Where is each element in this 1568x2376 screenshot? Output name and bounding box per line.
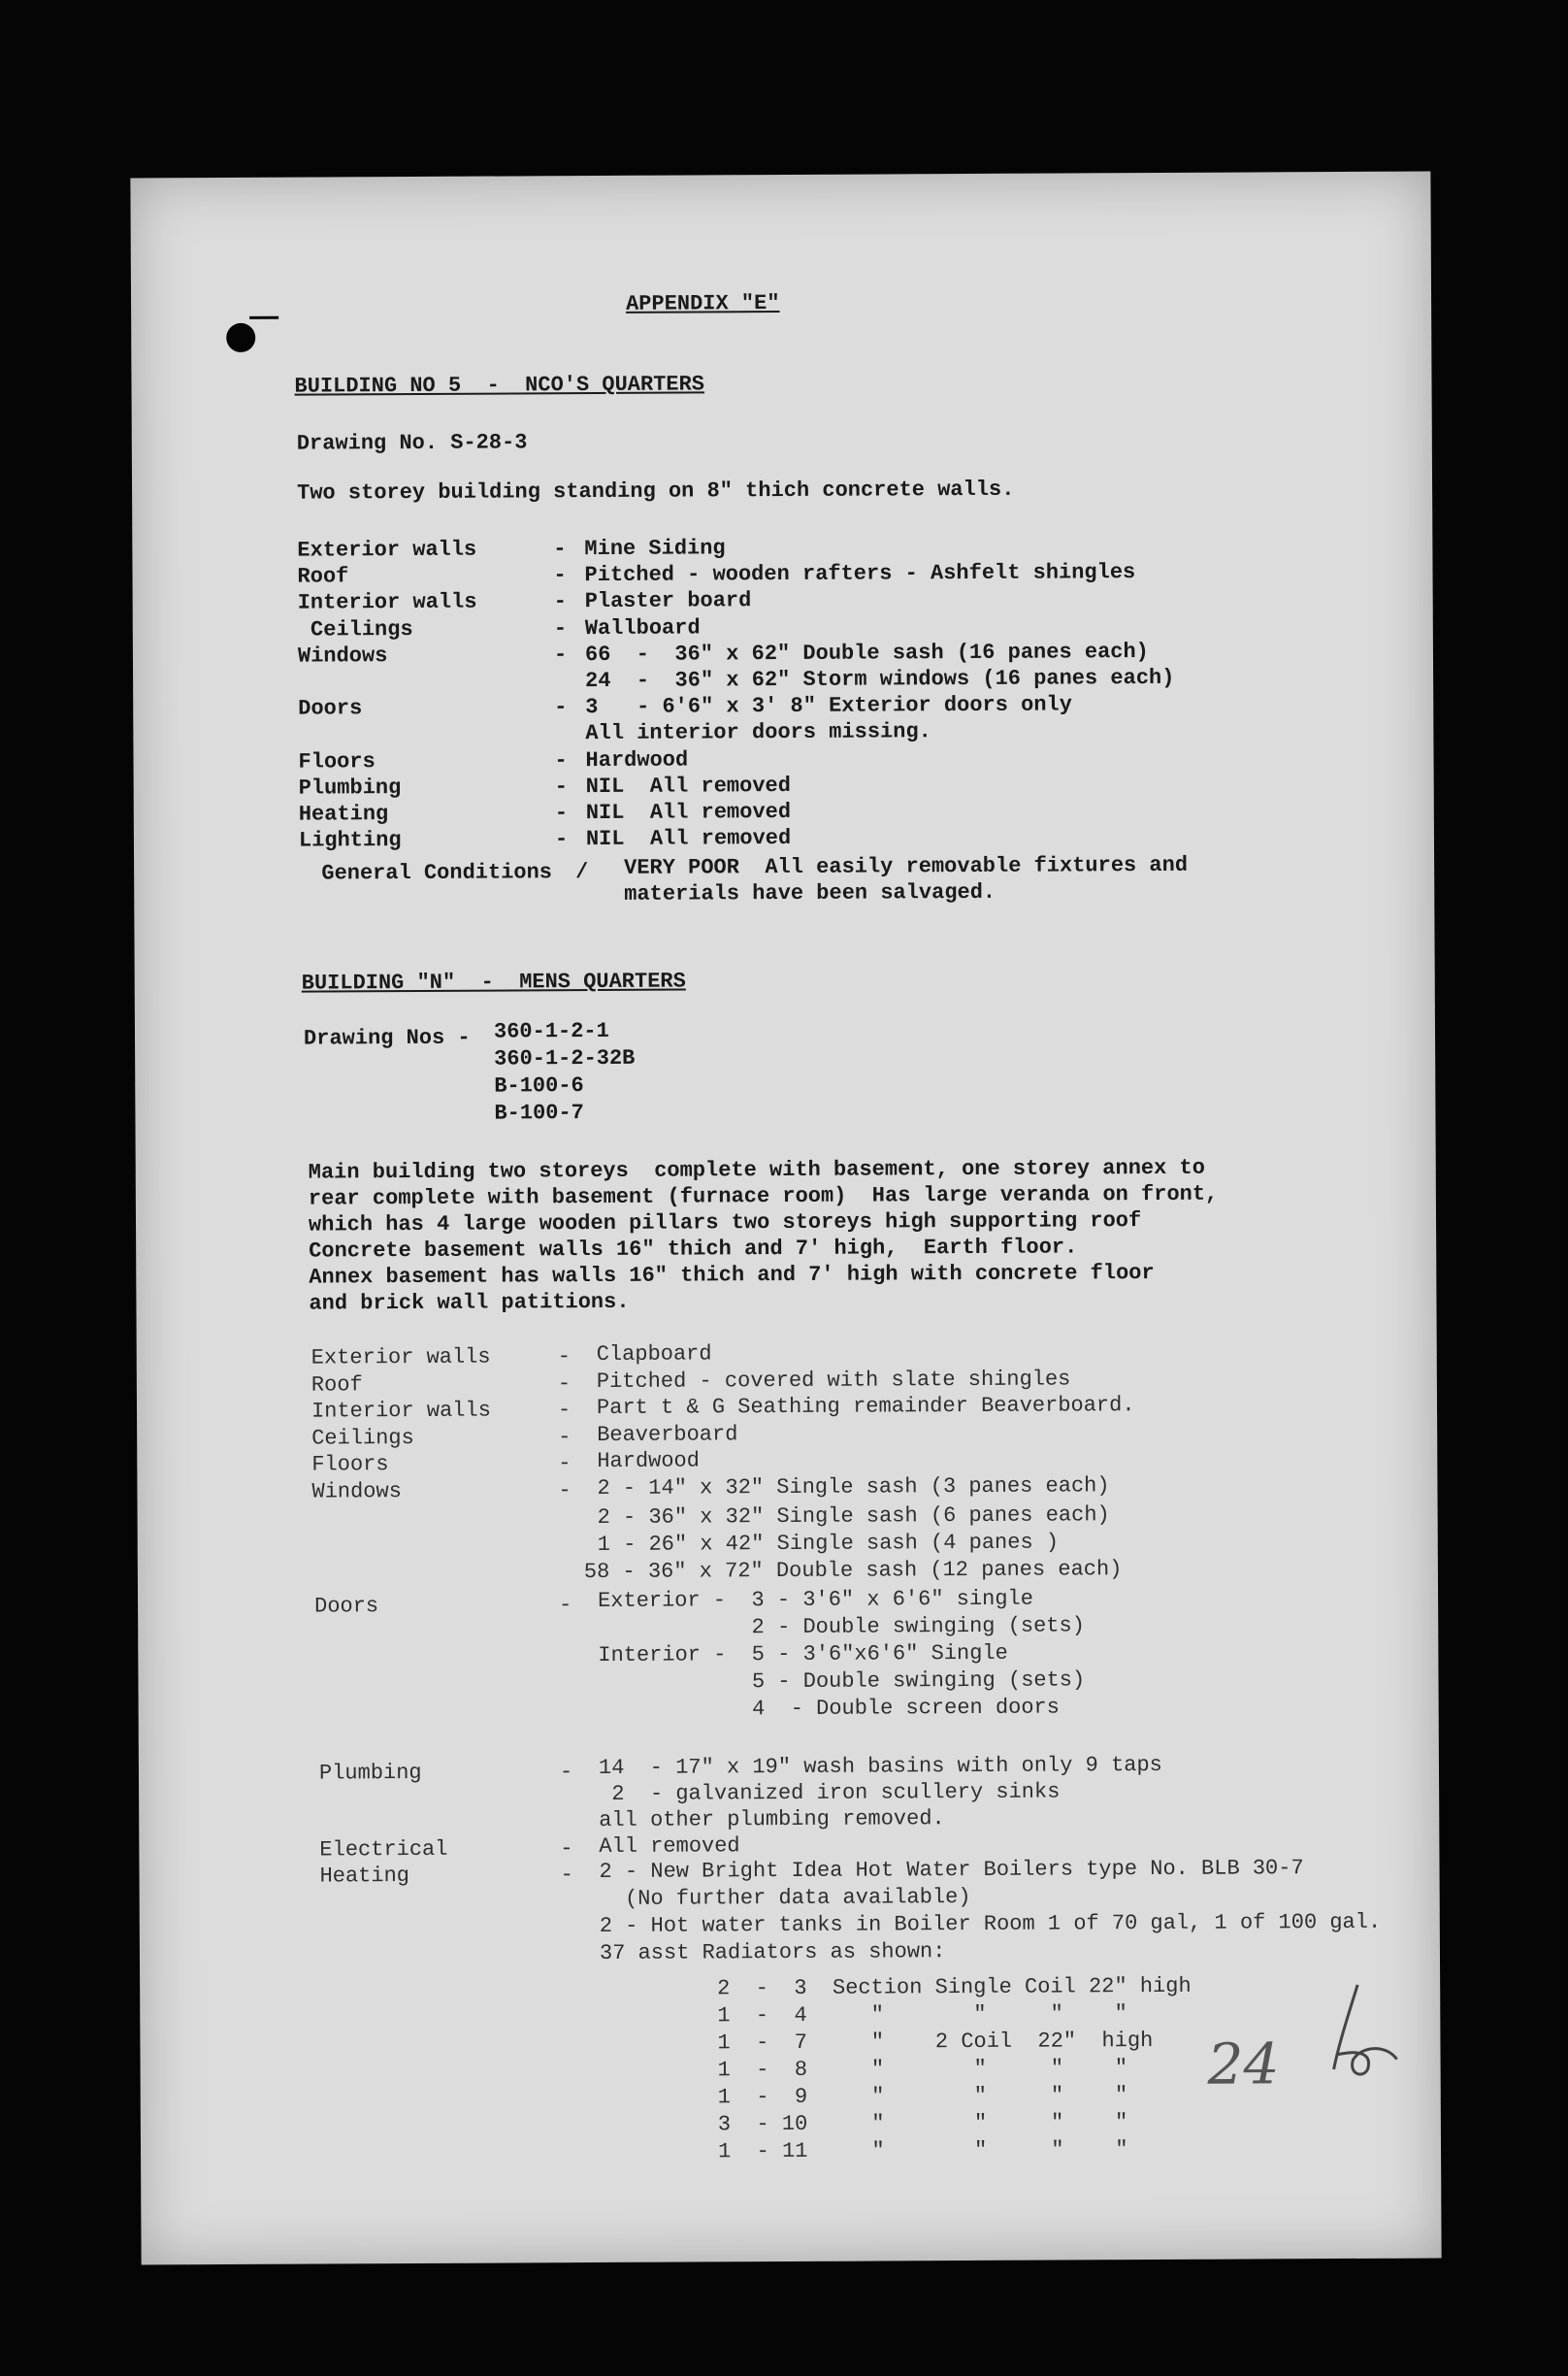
spec-sep: - [554,827,569,852]
spec-value: Beaverboard [597,1421,738,1447]
building5-heading: BUILDING NO 5 - NCO'S QUARTERS [294,372,705,399]
plumbing-line: all other plumbing removed. [599,1806,945,1833]
description-line: and brick wall patitions. [309,1289,630,1316]
building5-general-value-1: VERY POOR All easily removable fixtures and [624,852,1189,880]
building5-drawing: Drawing No. S-28-3 [296,430,528,456]
spec-label: Exterior walls [310,1344,491,1370]
spec-label: Exterior walls [297,537,477,563]
spec-value: Part t & G Seathing remainder Beaverboard. [596,1393,1135,1421]
spec-label: Floors [311,1452,389,1477]
spec-label: Doors [298,696,363,721]
door-line: 4 - Double screen doors [598,1695,1060,1723]
spec-sep: - [557,1398,572,1423]
spec-sep: - [554,695,568,720]
radiator-row: 1 - 9 " " " " [717,2083,1128,2110]
punch-hole [226,323,255,352]
heating-line: (No further data available) [599,1885,971,1912]
doors-label: Doors [314,1594,379,1619]
buildingN-heading: BUILDING "N" - MENS QUARTERS [301,969,686,996]
spec-label: Floors [298,748,376,775]
heating-line: 2 - New Bright Idea Hot Water Boilers type No. BLB 30-7 [599,1856,1304,1885]
spec-value: NIL All removed [585,799,792,826]
spec-value: 3 - 6'6" x 3' 8" Exterior doors only [585,692,1072,720]
spec-value: Pitched - covered with slate shingles [596,1366,1071,1394]
building5-description: Two storey building standing on 8" thich concrete walls. [297,477,1015,506]
electrical-label: Electrical [319,1836,448,1863]
plumbing-line: 14 - 17" x 19" wash basins with only 9 taps [598,1752,1162,1781]
spec-value: Plaster board [584,588,752,614]
spec-sep: - [558,1424,572,1449]
spec-value: Clapboard [596,1341,712,1368]
drawing-number: B-100-6 [494,1073,584,1099]
spec-sep: - [554,747,568,773]
radiator-row: 1 - 8 " " " " [717,2056,1128,2083]
document-page [130,172,1441,2265]
description-line: Main building two storeys complete with basement, one storey annex to [308,1155,1205,1185]
spec-label: Ceilings [297,616,413,643]
spec-value: 66 - 36" x 62" Double sash (16 panes each) [584,639,1149,667]
buildingN-drawing-label: Drawing Nos - [303,1025,471,1051]
punch-hole-mark [249,316,278,319]
heating-label: Heating [319,1864,410,1889]
spec-label: Windows [311,1478,402,1504]
spec-value: NIL All removed [585,773,791,799]
spec-value: 2 - 14" x 32" Single sash (3 panes each) [597,1472,1110,1501]
plumbing-line: 2 - galvanized iron scullery sinks [599,1779,1061,1807]
drawing-number: 360-1-2-32B [494,1045,636,1072]
appendix-title: APPENDIX "E" [626,291,780,316]
drawing-number: B-100-7 [494,1101,584,1126]
door-line: 2 - Double swinging (sets) [598,1613,1085,1641]
spec-sep: - [554,774,568,800]
description-line: which has 4 large wooden pillars two storeys high supporting roof [308,1208,1142,1238]
electrical-value: All removed [599,1833,740,1860]
window-line: 1 - 26" x 42" Single sash (4 panes ) [597,1530,1060,1558]
spec-sep: - [553,642,568,668]
spec-sep: - [557,1344,572,1370]
handwritten-initials [1319,1977,1407,2084]
spec-label: Interior walls [297,590,477,616]
spec-label: Roof [297,564,349,589]
radiator-row: 1 - 7 " 2 Coil 22" high [717,2029,1154,2056]
spec-value: Pitched - wooden rafters - Ashfelt shingles [584,560,1136,588]
window-line: 2 - 36" x 32" Single sash (6 panes each) [597,1502,1110,1531]
spec-value: All interior doors missing. [585,719,931,746]
spec-sep: - [558,1477,572,1502]
radiator-row: 2 - 3 Section Single Coil 22" high [717,1973,1192,2001]
doors-sep: - [559,1593,572,1618]
building5-general-sep: / [575,860,589,885]
spec-label: Lighting [298,828,402,853]
spec-sep: - [553,563,567,588]
door-line: Interior - 5 - 3'6"x6'6" Single [598,1640,1008,1668]
radiator-row: 1 - 4 " " " " [717,2001,1127,2029]
spec-value: Wallboard [584,615,701,641]
handwritten-page-number: 24 [1207,2030,1280,2097]
spec-label: Interior walls [310,1398,491,1424]
spec-sep: - [553,537,567,562]
spec-label: Plumbing [298,775,402,801]
spec-sep: - [553,589,567,614]
spec-label: Heating [298,802,389,827]
spec-value: NIL All removed [585,826,792,852]
drawing-number: 360-1-2-1 [493,1018,609,1044]
spec-label: Windows [297,643,388,669]
heating-sep: - [560,1863,573,1888]
spec-value: Mine Siding [584,536,726,562]
spec-label: Ceilings [311,1425,414,1451]
description-line: rear complete with basement (furnace room) Has large veranda on front, [308,1181,1219,1211]
door-line: 5 - Double swinging (sets) [598,1667,1086,1696]
plumbing-sep: - [559,1760,573,1785]
electrical-sep: - [560,1836,573,1862]
plumbing-label: Plumbing [318,1760,422,1786]
radiator-row: 1 - 11 " " " " [717,2137,1128,2164]
heating-line: 37 asst Radiators as shown: [599,1939,946,1966]
spec-sep: - [558,1451,572,1476]
spec-value: Hardwood [585,747,689,773]
spec-sep: - [557,1370,572,1396]
spec-value: Hardwood [597,1448,700,1474]
spec-value: 24 - 36" x 62" Storm windows (16 panes each) [585,665,1175,694]
spec-label: Roof [310,1371,363,1398]
description-line: Annex basement has walls 16" thich and 7' high with concrete floor [309,1261,1155,1290]
description-line: Concrete basement walls 16" thich and 7' high, Earth floor. [309,1235,1078,1264]
radiator-row: 3 - 10 " " " " [717,2110,1128,2137]
spec-sep: - [553,615,568,641]
building5-general-label: General Conditions [309,860,553,886]
building5-general-value-2: materials have been salvaged. [624,879,996,907]
heating-line: 2 - Hot water tanks in Boiler Room 1 of 70 gal, 1 of 100 gal. [599,1909,1382,1939]
door-line: Exterior - 3 - 3'6" x 6'6" single [597,1586,1033,1614]
window-line: 58 - 36" x 72" Double sash (12 panes each) [583,1557,1123,1585]
spec-sep: - [554,801,569,826]
